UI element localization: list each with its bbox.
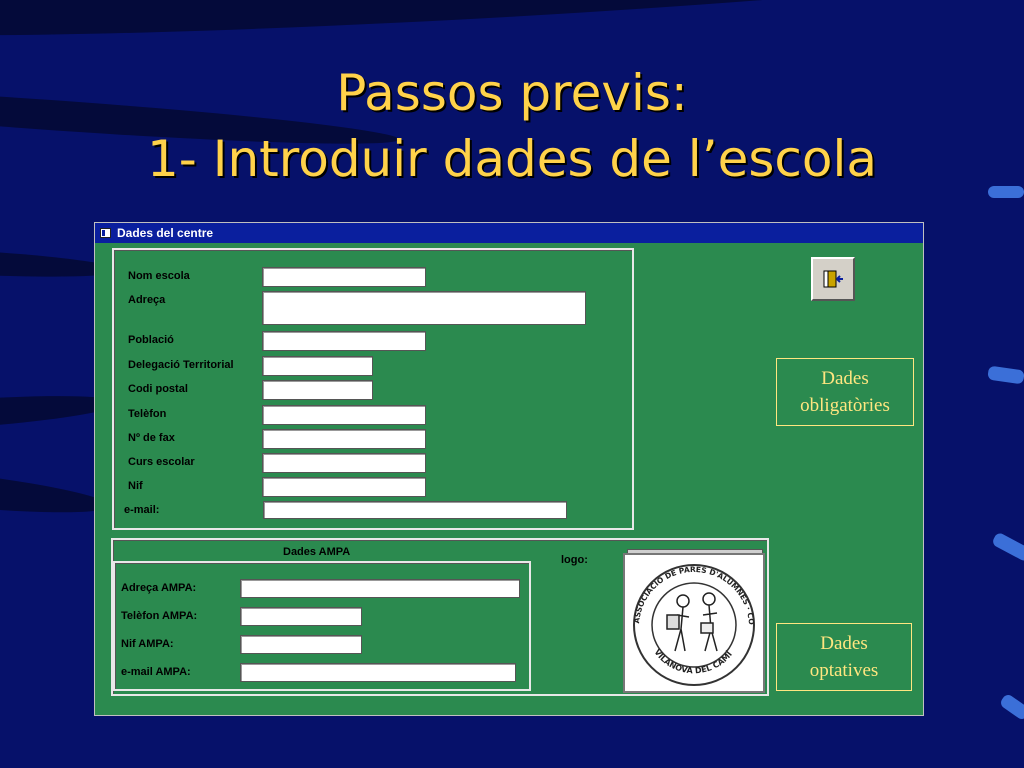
- label-adreca-ampa: Adreça AMPA:: [121, 582, 197, 594]
- optional-note-line2: optatives: [809, 660, 879, 681]
- children-illustration: [667, 593, 717, 651]
- label-nif-ampa: Nif AMPA:: [121, 638, 174, 650]
- form-icon: [100, 228, 111, 238]
- optional-data-note: [776, 623, 912, 691]
- window-titlebar[interactable]: [95, 223, 923, 243]
- form-window: [94, 222, 924, 716]
- nif-field[interactable]: [262, 477, 426, 497]
- ampa-heading: Dades AMPA: [283, 546, 351, 558]
- background-accent: [999, 693, 1024, 722]
- label-nif: Nif: [128, 480, 143, 492]
- poblacio-field[interactable]: [262, 331, 426, 351]
- label-telefon: Telèfon: [128, 408, 167, 420]
- email-ampa-field[interactable]: [240, 663, 516, 682]
- label-delegacio: Delegació Territorial: [128, 359, 234, 371]
- fax-field[interactable]: [262, 429, 426, 449]
- ampa-logo-frame[interactable]: [623, 553, 765, 693]
- nif-ampa-field[interactable]: [240, 635, 362, 654]
- background-swoosh: [0, 0, 1024, 54]
- codi-postal-field[interactable]: [262, 380, 373, 400]
- label-curs-escolar: Curs escolar: [128, 456, 195, 468]
- logo-label: logo:: [561, 554, 588, 566]
- background-accent: [987, 366, 1024, 385]
- required-note-line2: obligatòries: [800, 395, 890, 416]
- slide-title-line1: Passos previs:: [336, 64, 688, 122]
- exit-door-icon: [822, 269, 844, 289]
- curs-escolar-field[interactable]: [262, 453, 426, 473]
- telefon-ampa-field[interactable]: [240, 607, 362, 626]
- background-accent: [991, 531, 1024, 562]
- nom-escola-field[interactable]: [262, 267, 426, 287]
- label-codi-postal: Codi postal: [128, 383, 188, 395]
- label-fax: Nº de fax: [128, 432, 175, 444]
- logo-ring-text: ASSOCIACIÓ DE PARES D'ALUMNES · CO: [632, 564, 757, 626]
- telefon-field[interactable]: [262, 405, 426, 425]
- adreca-ampa-field[interactable]: [240, 579, 520, 598]
- required-data-note: [776, 358, 914, 426]
- slide-title-line2: 1- Introduir dades de l’escola: [146, 130, 878, 188]
- label-email: e-mail:: [124, 504, 160, 516]
- window-title: Dades del centre: [117, 226, 214, 240]
- adreca-field[interactable]: [262, 291, 586, 325]
- exit-button[interactable]: [811, 257, 855, 301]
- logo-bottom-text: VILANOVA DEL CAMÍ: [652, 647, 734, 676]
- required-note-line1: Dades: [821, 368, 869, 389]
- delegacio-field[interactable]: [262, 356, 373, 376]
- email-field[interactable]: [263, 501, 567, 519]
- label-email-ampa: e-mail AMPA:: [121, 666, 191, 678]
- label-telefon-ampa: Telèfon AMPA:: [121, 610, 198, 622]
- slide-title: [0, 60, 1024, 192]
- label-nom-escola: Nom escola: [128, 270, 190, 282]
- label-poblacio: Població: [128, 334, 174, 346]
- optional-note-line1: Dades: [820, 633, 868, 654]
- label-adreca: Adreça: [128, 294, 166, 306]
- ampa-logo: [625, 555, 763, 691]
